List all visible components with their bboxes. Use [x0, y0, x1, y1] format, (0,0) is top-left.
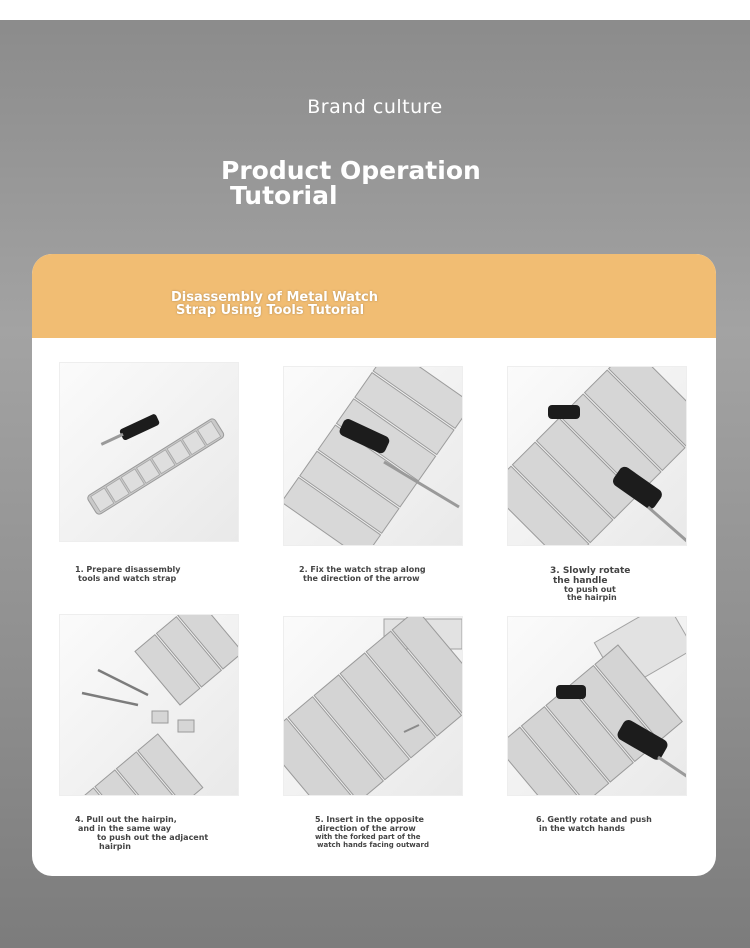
card-heading-line-1: Disassembly of Metal Watch [171, 290, 379, 305]
title-line-2: Tutorial [230, 181, 338, 210]
card-heading-line-2: Strap Using Tools Tutorial [176, 303, 365, 318]
step-2-caption: 2. Fix the watch strap along the direction of the arrow [299, 565, 426, 583]
step-5-photo [283, 616, 463, 796]
step-1-caption: 1. Prepare disassembly tools and watch strap [75, 565, 181, 583]
card-header [32, 254, 716, 338]
step-2-photo [283, 366, 463, 546]
card-heading [171, 291, 378, 317]
step-4-caption: 4. Pull out the hairpin, and in the same way to push out the adjacent hairpin [75, 815, 209, 851]
page-title [221, 158, 481, 208]
top-white-bar [0, 0, 750, 20]
step-6-caption: 6. Gently rotate and push in the watch hands [536, 815, 652, 833]
step-4-photo [59, 614, 239, 796]
step-3-caption: 3. Slowly rotate the handle to push out the hairpin [550, 566, 631, 602]
step-3-photo [507, 366, 687, 546]
title-line-1: Product Operation [221, 156, 481, 185]
brand-culture-label: Brand culture [307, 96, 443, 118]
step-6-photo [507, 616, 687, 796]
tutorial-card [32, 254, 716, 876]
step-5-caption: 5. Insert in the opposite direction of the arrow with the forked part of the watch hands facing outward [315, 815, 429, 849]
step-1-photo [59, 362, 239, 542]
